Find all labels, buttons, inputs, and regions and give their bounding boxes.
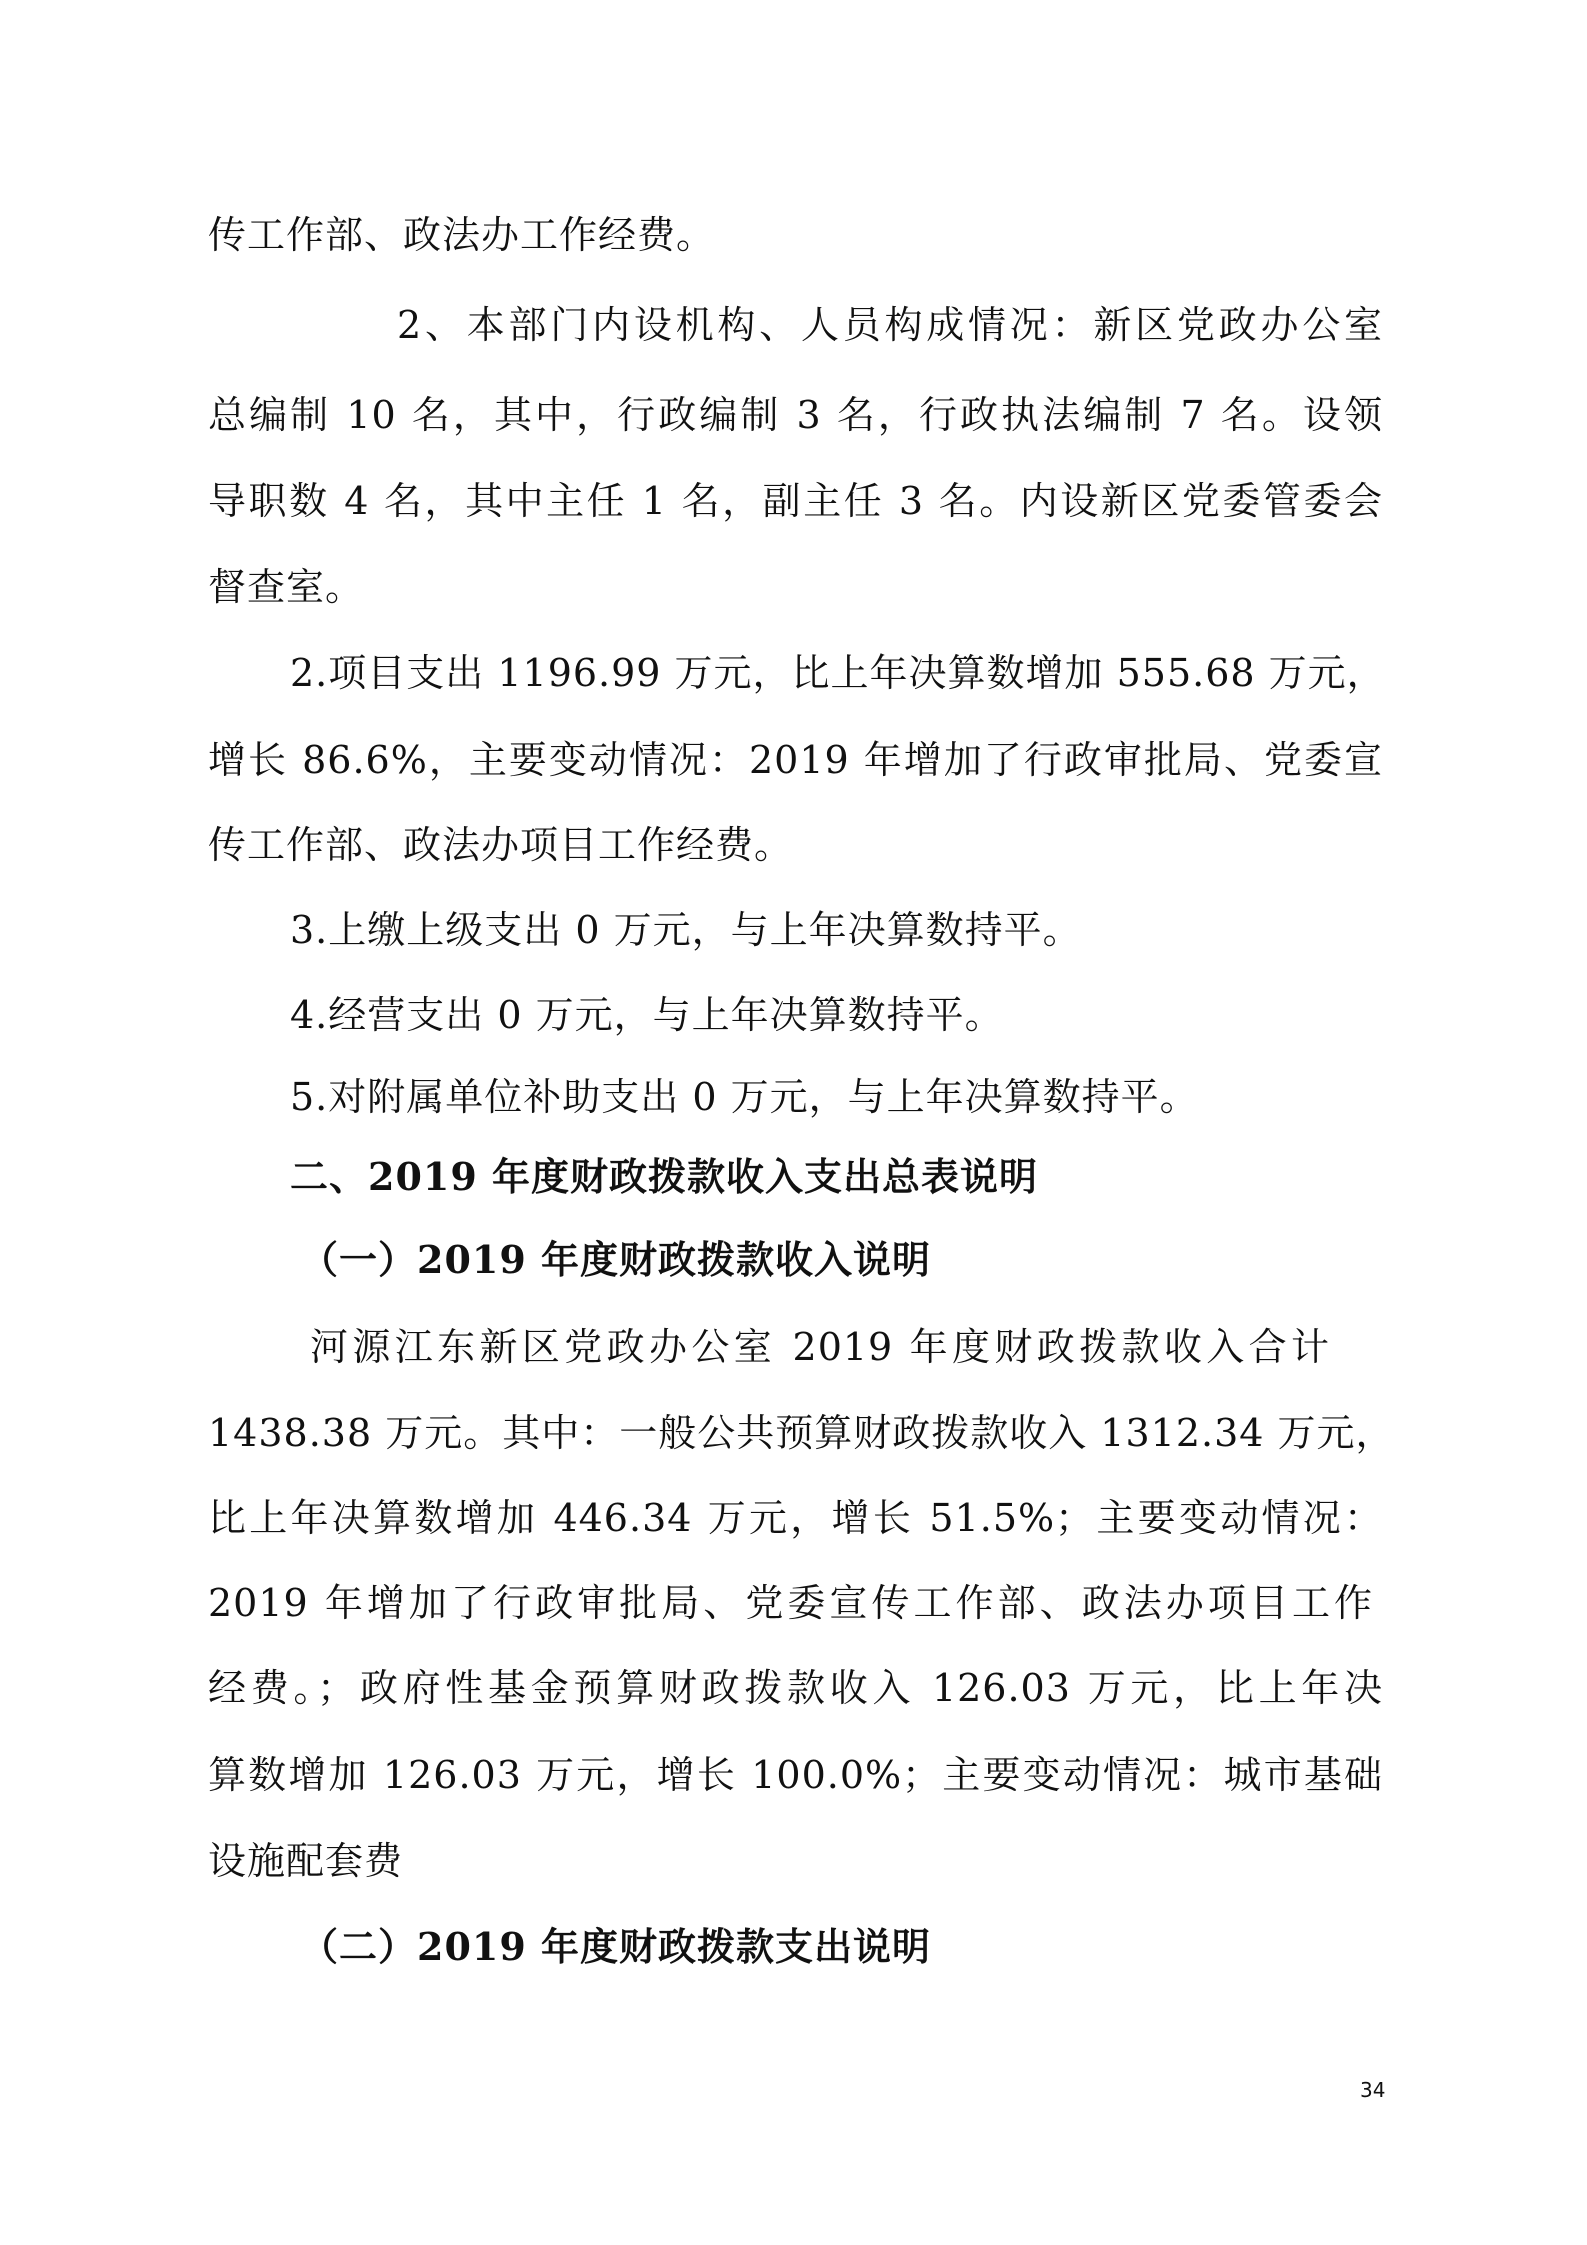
list-item-subsidiary-subsidy: 5.对附属单位补助支出 0 万元，与上年决算数持平。	[290, 1075, 1199, 1119]
list-item-remittance-expenditure: 3.上缴上级支出 0 万元，与上年决算数持平。	[290, 908, 1082, 952]
list-item-operating-expenditure: 4.经营支出 0 万元，与上年决算数持平。	[290, 993, 1004, 1037]
paragraph-line: 导职数 4 名，其中主任 1 名，副主任 3 名。内设新区党委管委会	[208, 479, 1383, 523]
paragraph-line: 总编制 10 名，其中，行政编制 3 名，行政执法编制 7 名。设领	[208, 393, 1383, 437]
paragraph-line: 比上年决算数增加 446.34 万元，增长 51.5%；主要变动情况：	[208, 1496, 1383, 1540]
subsection-heading-income: （一）2019 年度财政拨款收入说明	[300, 1237, 931, 1282]
paragraph-line-income-total: 河源江东新区党政办公室 2019 年度财政拨款收入合计	[310, 1325, 1330, 1369]
paragraph-line: 1438.38 万元。其中：一般公共预算财政拨款收入 1312.34 万元，	[208, 1411, 1395, 1455]
paragraph-line: 2019 年增加了行政审批局、党委宣传工作部、政法办项目工作	[208, 1581, 1373, 1625]
paragraph-line-continuation: 传工作部、政法办工作经费。	[208, 213, 716, 257]
paragraph-line: 经费。；政府性基金预算财政拨款收入 126.03 万元，比上年决	[208, 1666, 1383, 1710]
paragraph-line: 传工作部、政法办项目工作经费。	[208, 823, 794, 867]
paragraph-line-internal-structure-heading: 2、本部门内设机构、人员构成情况：新区党政办公室	[397, 303, 1383, 347]
paragraph-line: 设施配套费	[208, 1839, 404, 1883]
paragraph-line: 督查室。	[208, 565, 365, 609]
paragraph-line-project-expenditure: 2.项目支出 1196.99 万元，比上年决算数增加 555.68 万元，	[290, 651, 1386, 695]
page-number: 34	[1360, 2078, 1386, 2102]
paragraph-line: 算数增加 126.03 万元，增长 100.0%；主要变动情况：城市基础	[208, 1753, 1383, 1797]
section-heading-2: 二、2019 年度财政拨款收入支出总表说明	[290, 1154, 1038, 1199]
subsection-heading-expenditure: （二）2019 年度财政拨款支出说明	[300, 1924, 931, 1969]
paragraph-line: 增长 86.6%，主要变动情况：2019 年增加了行政审批局、党委宣	[208, 738, 1383, 782]
